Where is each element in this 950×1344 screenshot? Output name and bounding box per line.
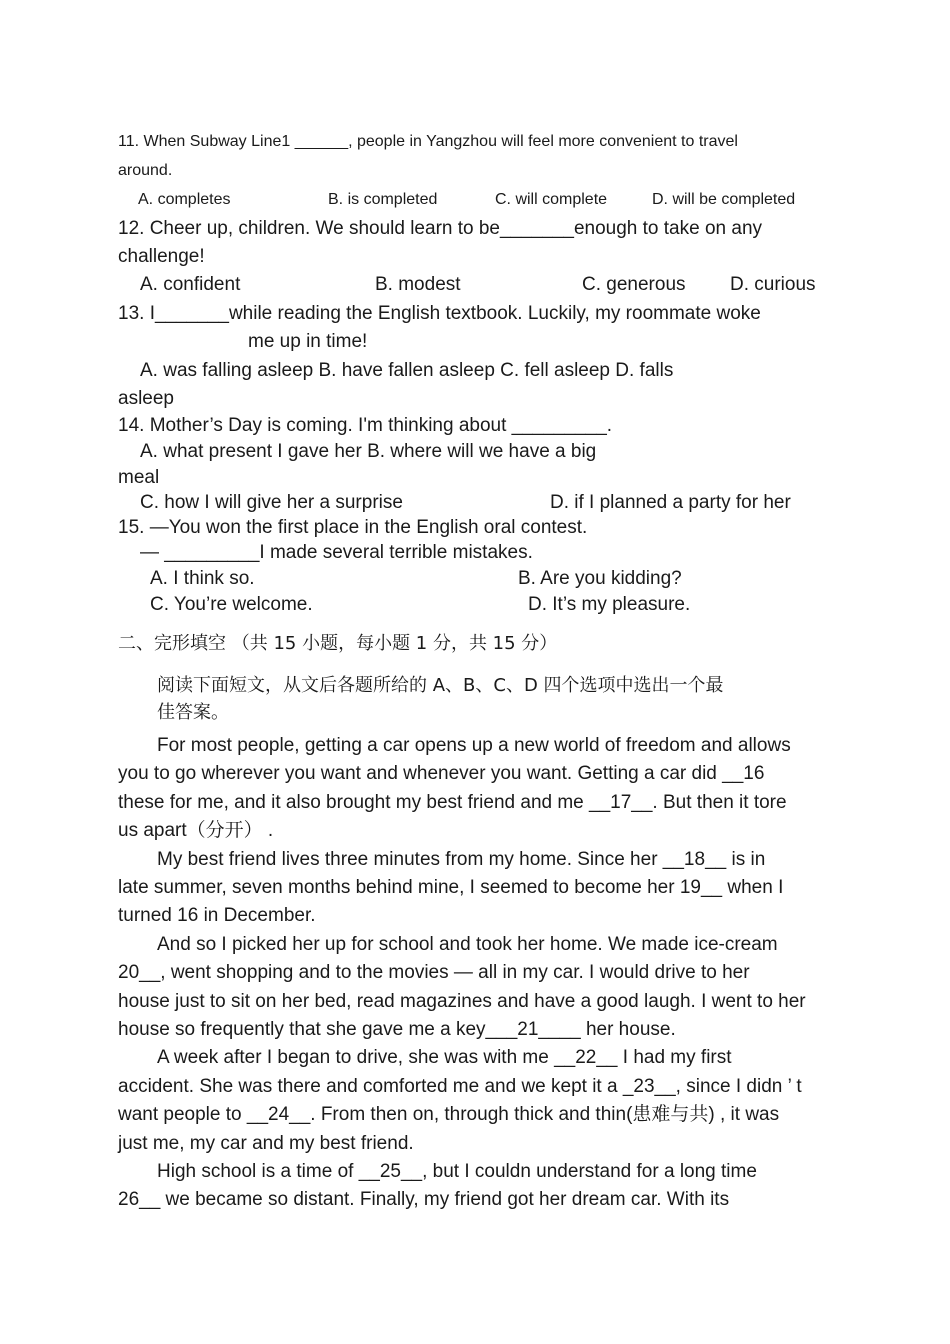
q13-options: A. was falling asleep B. have fallen asleep C. fell asleep D. falls: [140, 360, 674, 381]
passage-line: 26__ we became so distant. Finally, my friend got her dream car. With its: [118, 1189, 730, 1210]
passage-line: house just to sit on her bed, read magazines and have a good laugh. I went to her: [118, 991, 806, 1012]
q14-option-d: D. if I planned a party for her: [550, 492, 791, 513]
q11-option-a: A. completes: [138, 191, 231, 208]
passage-line: want people to __24__. From then on, through thick and thin(患难与共) , it was: [118, 1104, 780, 1125]
q12-stem-cont: challenge!: [118, 246, 205, 267]
passage-line: just me, my car and my best friend.: [118, 1133, 414, 1154]
passage-line: 20__, went shopping and to the movies — all in my car. I would drive to her: [118, 962, 750, 983]
passage-line: you to go wherever you want and whenever you want. Getting a car did __16: [118, 763, 765, 784]
passage-line: late summer, seven months behind mine, I seemed to become her 19__ when I: [118, 877, 784, 898]
q15-option-d: D. It’s my pleasure.: [528, 594, 691, 615]
passage-line: High school is a time of __25__, but I couldn understand for a long time: [157, 1161, 757, 1182]
q15-stem-cont: — _________I made several terrible mistakes.: [140, 542, 533, 563]
q13-stem-cont: me up in time!: [248, 331, 368, 352]
passage-line: accident. She was there and comforted me and we kept it a _23__, since I didn ’ t: [118, 1076, 802, 1097]
q14-option-c: C. how I will give her a surprise: [140, 492, 403, 513]
q13-options-cont: asleep: [118, 388, 174, 409]
q11-option-d: D. will be completed: [652, 191, 796, 208]
passage-line: these for me, and it also brought my best friend and me __17__. But then it tore: [118, 792, 787, 813]
q12-stem: 12. Cheer up, children. We should learn to be_______enough to take on any: [118, 218, 763, 239]
passage-line: us apart（分开） .: [118, 820, 274, 841]
passage-line: My best friend lives three minutes from my home. Since her __18__ is in: [157, 849, 766, 870]
passage-line: For most people, getting a car opens up a new world of freedom and allows: [157, 735, 791, 756]
q12-option-d: D. curious: [730, 274, 816, 295]
q12-option-a: A. confident: [140, 274, 241, 295]
passage-line: house so frequently that she gave me a key___21____ her house.: [118, 1019, 676, 1040]
q14-stem: 14. Mother’s Day is coming. I'm thinking about _________.: [118, 415, 613, 436]
q13-stem: 13. I_______while reading the English textbook. Luckily, my roommate woke: [118, 303, 761, 324]
q15-stem: 15. —You won the first place in the English oral contest.: [118, 517, 588, 538]
q15-option-b: B. Are you kidding?: [518, 568, 682, 589]
section-instructions-cont: 佳答案。: [157, 702, 229, 723]
passage-line: A week after I began to drive, she was with me __22__ I had my first: [157, 1047, 732, 1068]
passage-line: turned 16 in December.: [118, 905, 316, 926]
q12-option-b: B. modest: [375, 274, 461, 295]
q12-option-c: C. generous: [582, 274, 686, 295]
section-heading: 二、完形填空 （共 15 小题，每小题 1 分，共 15 分）: [118, 633, 558, 654]
q14-options-ab: A. what present I gave her B. where will we have a big: [140, 441, 597, 462]
passage-line: And so I picked her up for school and took her home. We made ice-cream: [157, 934, 778, 955]
q11-option-c: C. will complete: [495, 191, 608, 208]
section-instructions: 阅读下面短文，从文后各题所给的 A、B、C、D 四个选项中选出一个最: [157, 675, 724, 696]
q15-option-a: A. I think so.: [150, 568, 255, 589]
q11-stem-cont: around.: [118, 162, 173, 179]
q15-option-c: C. You’re welcome.: [150, 594, 313, 615]
q11-stem: 11. When Subway Line1 ______, people in Yangzhou will feel more convenient to travel: [118, 133, 738, 150]
q11-option-b: B. is completed: [328, 191, 438, 208]
q14-options-ab-cont: meal: [118, 467, 160, 488]
